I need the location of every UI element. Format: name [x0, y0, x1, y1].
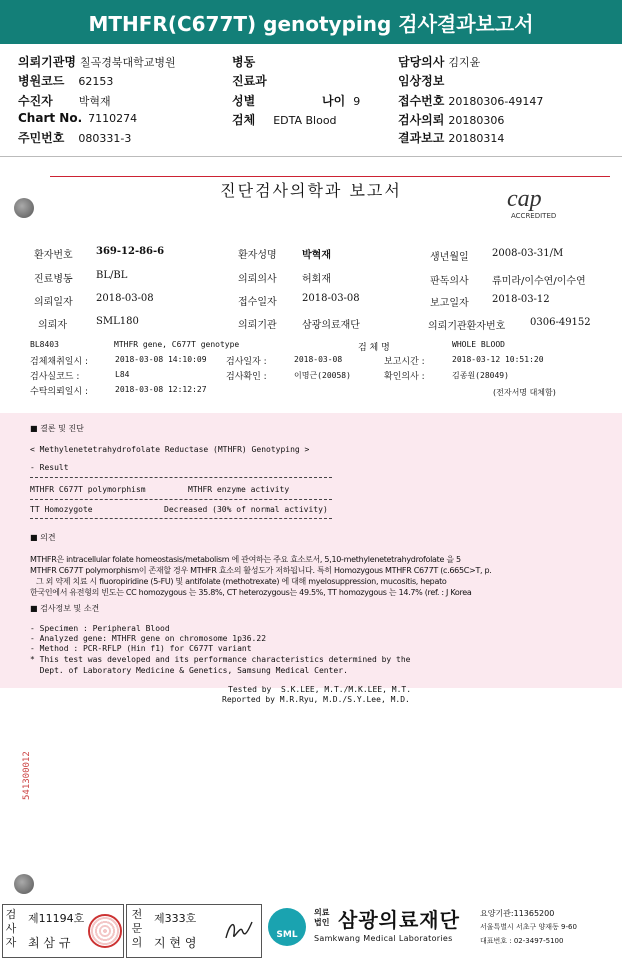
label: 검체 — [232, 113, 256, 127]
inspector-label: 검사자 — [5, 908, 17, 949]
opinion-line: 그 외 약제 치료 시 fluoropiridine (5-FU) 및 antifolate (methotrexate) 에 대해 myelosuppression, mucositis, hepato — [36, 577, 447, 586]
footer — [0, 902, 622, 964]
label: 성별 — [232, 94, 256, 108]
label: 나이 — [322, 94, 346, 108]
sml-text: SML — [276, 930, 298, 940]
specimen-label: 검 체 명 — [358, 343, 390, 353]
label: 병동 — [232, 55, 256, 69]
receive-time: 2018-03-08 12:12:27 — [115, 385, 207, 394]
dept-field — [232, 72, 267, 89]
document-serial: 541300012 — [22, 751, 32, 800]
req-doc: 허회재 — [302, 274, 331, 285]
room-code-label: 검사실코드 : — [30, 372, 80, 382]
phone: 대표번호 : 02-3497-5100 — [480, 937, 564, 945]
cap-logo-text: cap — [507, 186, 542, 212]
method-line: Dept. of Laboratory Medicine & Genetics, Samsung Medical Center. — [30, 666, 348, 675]
report-top-line — [50, 176, 610, 177]
birth: 2008-03-31/M — [492, 248, 564, 259]
foundation-type: 의료법인 — [314, 908, 330, 927]
collect-label: 검체채취일시 : — [30, 357, 89, 367]
req-doc-label: 의뢰의사 — [238, 274, 277, 285]
label: 병원코드 — [18, 74, 65, 88]
req-inst: 삼광의료재단 — [302, 320, 360, 331]
opinion-line: MTHFR은 intracellular folate homeostasis/metabolism 에 관여하는 주요 효소로서, 5,10-methylenetetrahydrofolate 을 5 — [30, 555, 461, 564]
col-polymorphism: MTHFR C677T polymorphism — [30, 485, 146, 494]
institution-code: 요양기관:11365200 — [480, 909, 555, 918]
value: 20180314 — [448, 132, 505, 145]
tested-by: Tested by S.K.LEE, M.T./M.K.LEE, M.T. — [228, 685, 412, 694]
specialist-label: 전문의 — [131, 908, 143, 949]
hospital-code-field — [18, 72, 113, 89]
report-title-bar — [0, 0, 622, 44]
reading-doc: 류미라/이수연/이수연 — [492, 276, 586, 287]
recv-date-label: 접수일자 — [238, 297, 277, 308]
value: 20180306-49147 — [448, 95, 544, 108]
label: 임상정보 — [398, 74, 445, 88]
label: 주민번호 — [18, 131, 65, 145]
approver: 김종원(28049) — [452, 371, 509, 380]
resident-field — [18, 129, 131, 146]
specialist-no: 제333호 — [154, 912, 197, 925]
collect-time: 2018-03-08 14:10:09 — [115, 355, 207, 364]
value: 080331-3 — [78, 132, 132, 145]
result-header: ■ 결론 및 진단 — [30, 424, 84, 433]
report-date-label: 보고일자 — [430, 298, 469, 309]
patient-field — [18, 92, 111, 109]
punch-hole-icon — [14, 874, 34, 894]
confirm: 이명근(20058) — [294, 371, 351, 380]
age-field — [322, 92, 360, 109]
specimen-name: WHOLE BLOOD — [452, 340, 505, 349]
label: 결과보고 — [398, 131, 445, 145]
method-line: - Method : PCR-RFLP (Hin f1) for C677T variant — [30, 644, 252, 653]
enzyme-title: < Methylenetetrahydrofolate Reductase (MTHFR) Genotyping > — [30, 445, 310, 454]
receive-time-label: 수탁의뢰일시 : — [30, 387, 89, 397]
patient-name-label: 환자성명 — [238, 250, 277, 261]
header-info — [0, 44, 622, 156]
report-date-field — [398, 129, 504, 146]
label: 접수번호 — [398, 94, 445, 108]
specimen-field — [232, 111, 337, 128]
divider — [30, 518, 332, 519]
value: 9 — [353, 95, 361, 108]
signature-icon — [222, 916, 256, 946]
result-label: - Result — [30, 463, 69, 472]
req-date: 2018-03-08 — [96, 293, 154, 304]
approver-label: 확인의사 : — [384, 372, 425, 382]
req-inst-label: 의뢰기관 — [238, 320, 277, 331]
report-date: 2018-03-12 — [492, 294, 550, 305]
cap-accredited-text: ACCREDITED — [511, 212, 557, 220]
test-name: MTHFR gene, C677T genotype — [114, 340, 240, 349]
label: 의뢰기관명 — [18, 55, 76, 69]
signature-note: (전자서명 대체함) — [493, 388, 556, 397]
label: 담당의사 — [398, 55, 445, 69]
label: Chart No. — [18, 111, 83, 125]
foundation-english: Samkwang Medical Laboratories — [314, 934, 453, 943]
report-heading: 진단검사의학과 보고서 — [220, 181, 402, 200]
page-title: MTHFR(C677T) genotyping 검사결과보고서 — [88, 11, 534, 36]
inst-patient-no-label: 의뢰기관환자번호 — [428, 321, 506, 332]
exam-date-label: 검사일자 : — [226, 357, 267, 367]
recv-date: 2018-03-08 — [302, 293, 360, 304]
patient-no: 369-12-86-6 — [96, 246, 165, 257]
label: 수진자 — [18, 94, 53, 108]
receipt-field — [398, 92, 543, 109]
address: 서울특별시 서초구 양재동 9-60 — [480, 923, 577, 931]
opinion-line: 한국인에서 유전형의 빈도는 CC homozygous 는 35.8%, CT heterozygous는 49.5%, TT homozygous 는 14.7% (ref. : J Korea — [30, 588, 472, 597]
foundation-name: 삼광의료재단 — [338, 908, 460, 932]
divider — [30, 477, 332, 478]
label: 진료과 — [232, 74, 267, 88]
requester-label: 의뢰자 — [38, 320, 67, 331]
label: 검사의뢰 — [398, 113, 445, 127]
sex-field — [232, 92, 255, 109]
divider — [30, 499, 332, 500]
opinion-line: MTHFR C677T polymorphism이 존재할 경우 MTHFR 효소의 활성도가 저하됩니다. 특히 Homozygous MTHFR C677T (c.665C>T, p. — [30, 566, 492, 575]
inst-patient-no: 0306-49152 — [530, 317, 591, 328]
opinion-header: ■ 의견 — [30, 533, 56, 542]
value: EDTA Blood — [273, 114, 337, 127]
institution-field — [18, 53, 176, 70]
patient-no-label: 환자번호 — [34, 250, 73, 261]
inspector-name: 최 삼 규 — [28, 936, 71, 950]
request-field — [398, 111, 504, 128]
genotype: TT Homozygote — [30, 505, 93, 514]
room-code: L84 — [115, 370, 130, 379]
method-line: * This test was developed and its performance characteristics determined by the — [30, 655, 411, 664]
value: 박혁재 — [78, 95, 111, 108]
confirm-label: 검사확인 : — [226, 372, 267, 382]
punch-hole-icon — [14, 198, 34, 218]
inspector-no: 제11194호 — [28, 912, 85, 925]
report-time: 2018-03-12 10:51:20 — [452, 355, 544, 364]
cap-accredited-logo — [503, 186, 593, 224]
ward: BL/BL — [96, 270, 128, 281]
specialist-name: 지 현 영 — [154, 936, 197, 950]
test-code: BL8403 — [30, 340, 59, 349]
value: 칠곡경북대학교병원 — [79, 56, 176, 69]
sml-logo-icon — [268, 908, 306, 946]
inspector-seal-icon — [88, 914, 122, 948]
reading-doc-label: 판독의사 — [430, 276, 469, 287]
doctor-field — [398, 53, 480, 70]
value: 62153 — [78, 75, 114, 88]
value: 김지윤 — [448, 56, 481, 69]
report-time-label: 보고시간 : — [384, 357, 425, 367]
req-date-label: 의뢰일자 — [34, 297, 73, 308]
col-enzyme-activity: MTHFR enzyme activity — [188, 485, 290, 494]
chart-field — [18, 111, 137, 125]
ward-label: 진료병동 — [34, 274, 73, 285]
enzyme-activity: Decreased (30% of normal activity) — [164, 505, 328, 514]
patient-name: 박혁재 — [302, 250, 331, 261]
method-header: ■ 검사정보 및 소견 — [30, 604, 100, 613]
value: 7110274 — [88, 112, 138, 125]
requester: SML180 — [96, 316, 139, 327]
clinical-field — [398, 72, 444, 89]
reported-by: Reported by M.R.Ryu, M.D./S.Y.Lee, M.D. — [222, 695, 410, 704]
method-line: - Specimen : Peripheral Blood — [30, 624, 170, 633]
ward-field — [232, 53, 255, 70]
header-divider — [0, 156, 622, 157]
birth-label: 생년월일 — [430, 252, 469, 263]
exam-date: 2018-03-08 — [294, 355, 343, 364]
method-line: - Analyzed gene: MTHFR gene on chromosome 1p36.22 — [30, 634, 267, 643]
value: 20180306 — [448, 114, 505, 127]
